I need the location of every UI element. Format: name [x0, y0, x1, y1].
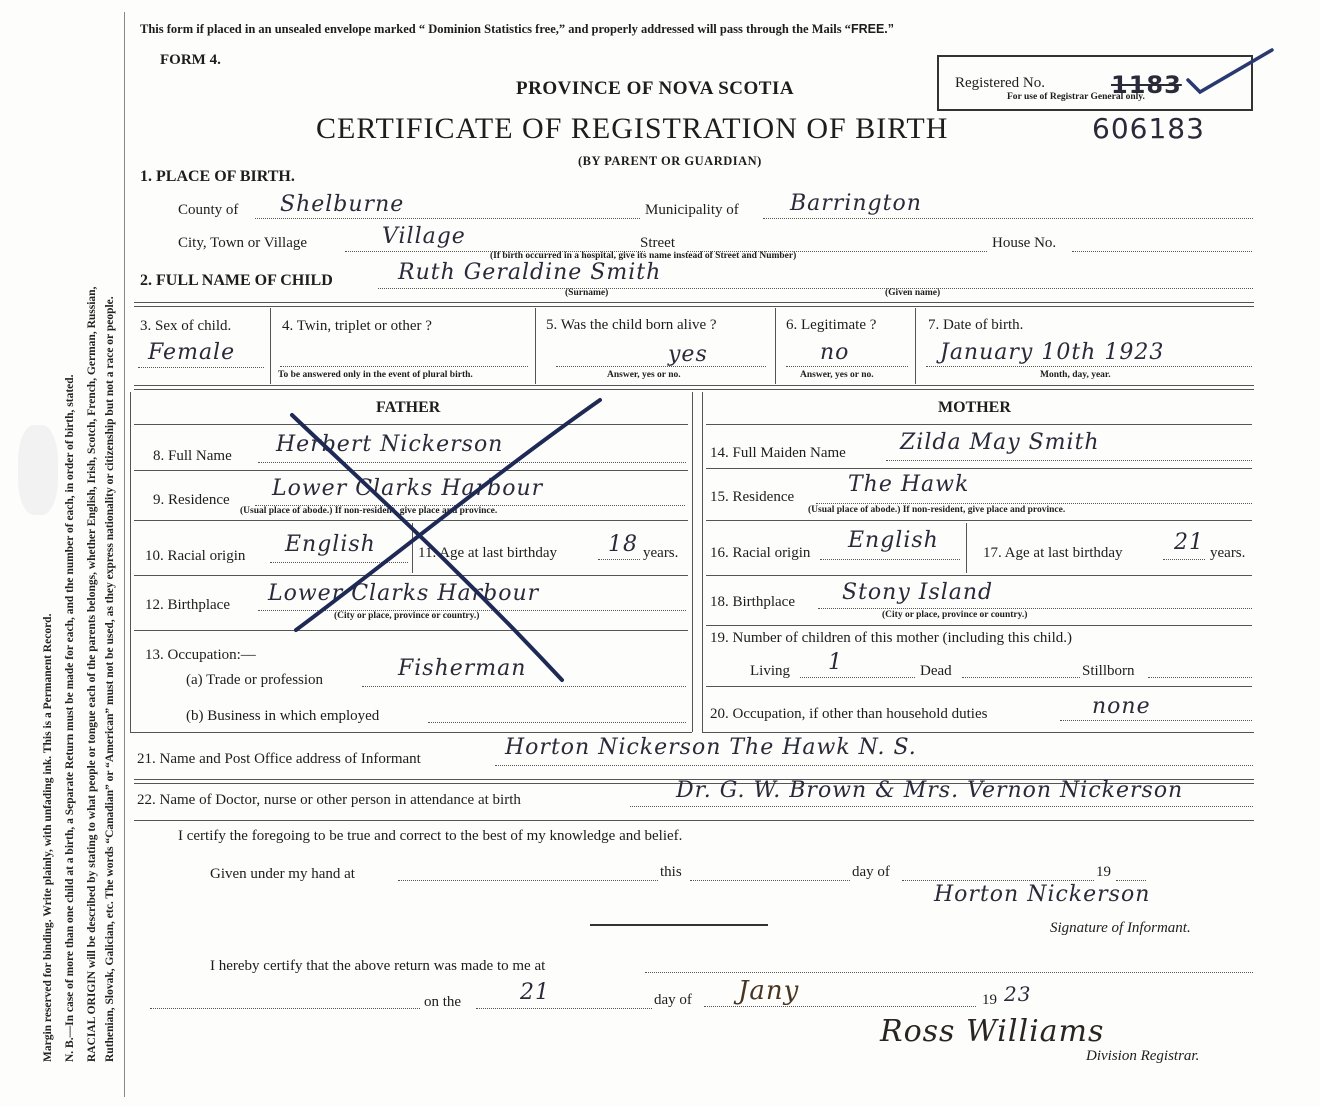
county-value: Shelburne	[280, 192, 405, 217]
county-line	[255, 218, 640, 219]
father-row-rule-1	[134, 470, 688, 471]
father-box-right	[692, 392, 693, 732]
legit-value: no	[820, 340, 850, 365]
margin-note-1: Margin reserved for binding. Write plainly, with unfading ink. This is a Permanent Record.	[42, 613, 54, 1062]
mother-dead-label: Dead	[920, 663, 952, 679]
mail-notice-free: FREE.”	[850, 22, 894, 36]
sex-value: Female	[148, 340, 236, 365]
mother-row-rule-4	[706, 625, 1252, 626]
mother-heading: MOTHER	[938, 399, 1011, 416]
mother-children-label: 19. Number of children of this mother (including this child.)	[710, 630, 1073, 646]
dob-note: Month, day, year.	[1040, 370, 1111, 380]
mother-occ-line	[1060, 720, 1252, 721]
surname-note: (Surname)	[565, 288, 609, 298]
mother-row-rule-3	[706, 575, 1252, 576]
registrar-label: Division Registrar.	[1086, 1048, 1200, 1064]
mother-name-label: 14. Full Maiden Name	[710, 445, 846, 461]
divider-4-5	[535, 308, 536, 384]
given-day-label: day of	[852, 864, 890, 880]
given-this-label: this	[660, 864, 682, 880]
certify-statement: I certify the foregoing to be true and correct to the best of my knowledge and belief.	[178, 828, 683, 844]
registrar-note: For use of Registrar General only.	[1007, 92, 1145, 102]
signature-label: Signature of Informant.	[1050, 920, 1191, 936]
on-the-label: on the	[424, 994, 462, 1010]
legit-note: Answer, yes or no.	[800, 370, 874, 380]
dob-line	[926, 366, 1252, 367]
mother-race-value: English	[848, 528, 939, 553]
father-race-label: 10. Racial origin	[145, 548, 246, 564]
mother-res-label: 15. Residence	[710, 489, 795, 505]
city-label: City, Town or Village	[178, 235, 308, 251]
mother-age-line	[1163, 559, 1205, 560]
mother-age-unit: years.	[1210, 545, 1246, 561]
father-head-rule	[134, 424, 688, 425]
doctor-label: 22. Name of Doctor, nurse or other person in attendance at birth	[137, 792, 521, 808]
father-trade-line	[362, 686, 686, 687]
father-age-label: 11. Age at last birthday	[418, 545, 557, 561]
given-year-line	[1116, 880, 1146, 881]
father-box-left	[130, 392, 131, 732]
mother-race-line	[820, 559, 960, 560]
father-trade-value: Fisherman	[398, 656, 527, 681]
given-under-label: Given under my hand at	[210, 866, 355, 882]
informant-line	[495, 765, 1253, 766]
day-of-value: Jany	[738, 976, 800, 1006]
father-birthplace-note: (City or place, province or country.)	[334, 611, 480, 621]
divider-3-4	[270, 308, 271, 384]
father-occ-label: 13. Occupation:—	[145, 647, 256, 663]
mother-res-value: The Hawk	[848, 472, 970, 497]
mother-box-bottom	[702, 732, 1254, 733]
certificate-number: 606183	[1092, 112, 1205, 145]
mother-res-line	[816, 503, 1252, 504]
father-row-rule-4	[134, 630, 688, 631]
mother-row-rule-1	[706, 468, 1252, 469]
father-row-rule-2	[134, 520, 688, 521]
house-label: House No.	[992, 235, 1057, 251]
father-race-line	[270, 562, 408, 563]
mail-notice	[140, 22, 894, 37]
mother-birthplace-line	[818, 608, 1252, 609]
registered-number-box	[937, 55, 1253, 111]
house-line	[1072, 251, 1252, 252]
father-res-label: 9. Residence	[153, 492, 230, 508]
mother-age-value: 21	[1174, 530, 1204, 555]
form-number: FORM 4.	[160, 52, 221, 68]
father-birthplace-value: Lower Clarks Harbour	[268, 581, 540, 606]
margin-note-4: Ruthenian, Slovak, Galician, etc. The words “Canadian” or “American” must not be used, as they express nationality or citizenship but not a race or people.	[104, 296, 116, 1062]
child-name-line	[378, 288, 1253, 289]
sex-line	[138, 367, 264, 368]
mail-notice-text: This form if placed in an unsealed envelope marked “ Dominion Statistics free,” and properly addressed will pass through the Mails “	[140, 22, 851, 36]
city-value: Village	[382, 224, 466, 249]
sex-label: 3. Sex of child.	[140, 318, 232, 334]
alive-line	[556, 366, 766, 367]
informant-value: Horton Nickerson The Hawk N. S.	[505, 735, 917, 760]
informant-signature: Horton Nickerson	[934, 882, 1151, 907]
mother-name-value: Zilda May Smith	[900, 430, 1100, 455]
certificate-title: CERTIFICATE OF REGISTRATION OF BIRTH	[316, 112, 949, 145]
municipality-value: Barrington	[790, 191, 922, 216]
place-heading: 1. PLACE OF BIRTH.	[140, 168, 295, 185]
registrar-signature: Ross Williams	[880, 1014, 1105, 1049]
mother-dead-line	[962, 677, 1080, 678]
doctor-value: Dr. G. W. Brown & Mrs. Vernon Nickerson	[676, 778, 1184, 803]
mother-birthplace-label: 18. Birthplace	[710, 594, 795, 610]
rule-top-2	[134, 306, 1254, 307]
mother-stillborn-line	[1148, 677, 1252, 678]
mother-race-divider	[966, 523, 967, 573]
divider-5-6	[775, 308, 776, 384]
father-business-label: (b) Business in which employed	[186, 708, 380, 724]
mother-head-rule	[706, 424, 1252, 425]
twin-label: 4. Twin, triplet or other ?	[282, 318, 432, 334]
year-value: 23	[1004, 982, 1032, 1006]
father-name-line	[258, 462, 686, 463]
twin-note: To be answered only in the event of plural birth.	[278, 370, 473, 380]
on-the-value: 21	[520, 980, 550, 1005]
mother-race-label: 16. Racial origin	[710, 545, 811, 561]
rule-mid-1	[134, 385, 1254, 386]
day-of-label: day of	[654, 992, 692, 1008]
mother-box-left	[702, 392, 703, 732]
mother-stillborn-label: Stillborn	[1082, 663, 1135, 679]
twin-line	[280, 366, 528, 367]
province-heading: PROVINCE OF NOVA SCOTIA	[516, 78, 795, 99]
informant-label: 21. Name and Post Office address of Informant	[137, 751, 421, 767]
father-res-value: Lower Clarks Harbour	[272, 476, 544, 501]
mother-occ-value: none	[1092, 694, 1151, 719]
father-trade-label: (a) Trade or profession	[186, 672, 324, 688]
mother-living-label: Living	[750, 663, 790, 679]
signature-line-left	[590, 924, 768, 926]
mother-row-rule-2	[706, 520, 1252, 521]
given-name-note: (Given name)	[885, 288, 941, 298]
on-the-lead-line	[150, 1008, 420, 1009]
mother-age-label: 17. Age at last birthday	[983, 545, 1123, 561]
father-birthplace-label: 12. Birthplace	[145, 597, 230, 613]
father-res-note: (Usual place of abode.) If non-resident, give place and province.	[240, 506, 498, 516]
given-this-line	[690, 880, 850, 881]
rule-top-1	[134, 302, 1254, 303]
child-name-label: 2. FULL NAME OF CHILD	[140, 272, 333, 289]
street-label: Street	[640, 235, 675, 251]
father-box-bottom	[130, 732, 692, 733]
mother-living-line	[800, 677, 915, 678]
margin-note-3: RACIAL ORIGIN will be described by stating to what people or tongue each of the parents belongs, whether English, Irish, Scotch, French, German, Russian,	[86, 286, 98, 1062]
mother-occ-label: 20. Occupation, if other than household duties	[710, 706, 988, 722]
return-line	[645, 972, 1253, 973]
margin-note-2: N. B.—In case of more than one child at a birth, a Separate Return must be made for each, and the number of each, in order of birth, stated.	[64, 374, 76, 1062]
year-label: 19	[982, 992, 997, 1008]
rule-doctor	[134, 820, 1254, 821]
dob-label: 7. Date of birth.	[928, 317, 1024, 333]
doctor-line	[630, 806, 1253, 807]
county-label: County of	[178, 202, 239, 218]
father-age-value: 18	[608, 532, 638, 557]
father-heading: FATHER	[376, 399, 441, 416]
father-race-value: English	[285, 532, 376, 557]
father-age-unit: years.	[643, 545, 679, 561]
father-race-divider	[412, 523, 413, 573]
mother-res-note: (Usual place of abode.) If non-resident, give place and province.	[808, 505, 1066, 515]
dob-value: January 10th 1923	[940, 340, 1165, 365]
registered-value: 1183	[1111, 71, 1182, 99]
return-label: I hereby certify that the above return was made to me at	[210, 958, 546, 974]
given-day-line	[902, 880, 1094, 881]
father-business-line	[428, 722, 686, 723]
certificate-subtitle: (BY PARENT OR GUARDIAN)	[578, 154, 762, 168]
on-the-line	[476, 1008, 652, 1009]
rule-mid-2	[134, 389, 1254, 390]
father-name-label: 8. Full Name	[153, 448, 232, 464]
father-row-rule-3	[134, 575, 688, 576]
registered-label: Registered No.	[955, 75, 1045, 91]
mother-row-rule-5	[706, 686, 1252, 687]
legit-line	[786, 366, 908, 367]
mother-birthplace-value: Stony Island	[842, 580, 994, 605]
given-under-line	[398, 880, 658, 881]
father-age-line	[598, 559, 640, 560]
alive-label: 5. Was the child born alive ?	[546, 317, 717, 333]
mother-living-value: 1	[828, 650, 843, 675]
mother-name-line	[886, 460, 1252, 461]
alive-note: Answer, yes or no.	[607, 370, 681, 380]
paper-blemish	[18, 425, 58, 515]
child-name-value: Ruth Geraldine Smith	[398, 260, 662, 285]
given-year-prefix: 19	[1096, 864, 1111, 880]
margin-border	[124, 12, 125, 1097]
hospital-note: (If birth occurred in a hospital, give its name instead of Street and Number)	[490, 251, 797, 261]
divider-6-7	[915, 308, 916, 384]
legit-label: 6. Legitimate ?	[786, 317, 877, 333]
municipality-line	[763, 218, 1253, 219]
alive-value: yes	[668, 342, 708, 367]
municipality-label: Municipality of	[645, 202, 739, 218]
day-of-line	[704, 1006, 976, 1007]
mother-birthplace-note: (City or place, province or country.)	[882, 610, 1028, 620]
father-name-value: Herbert Nickerson	[276, 432, 504, 457]
